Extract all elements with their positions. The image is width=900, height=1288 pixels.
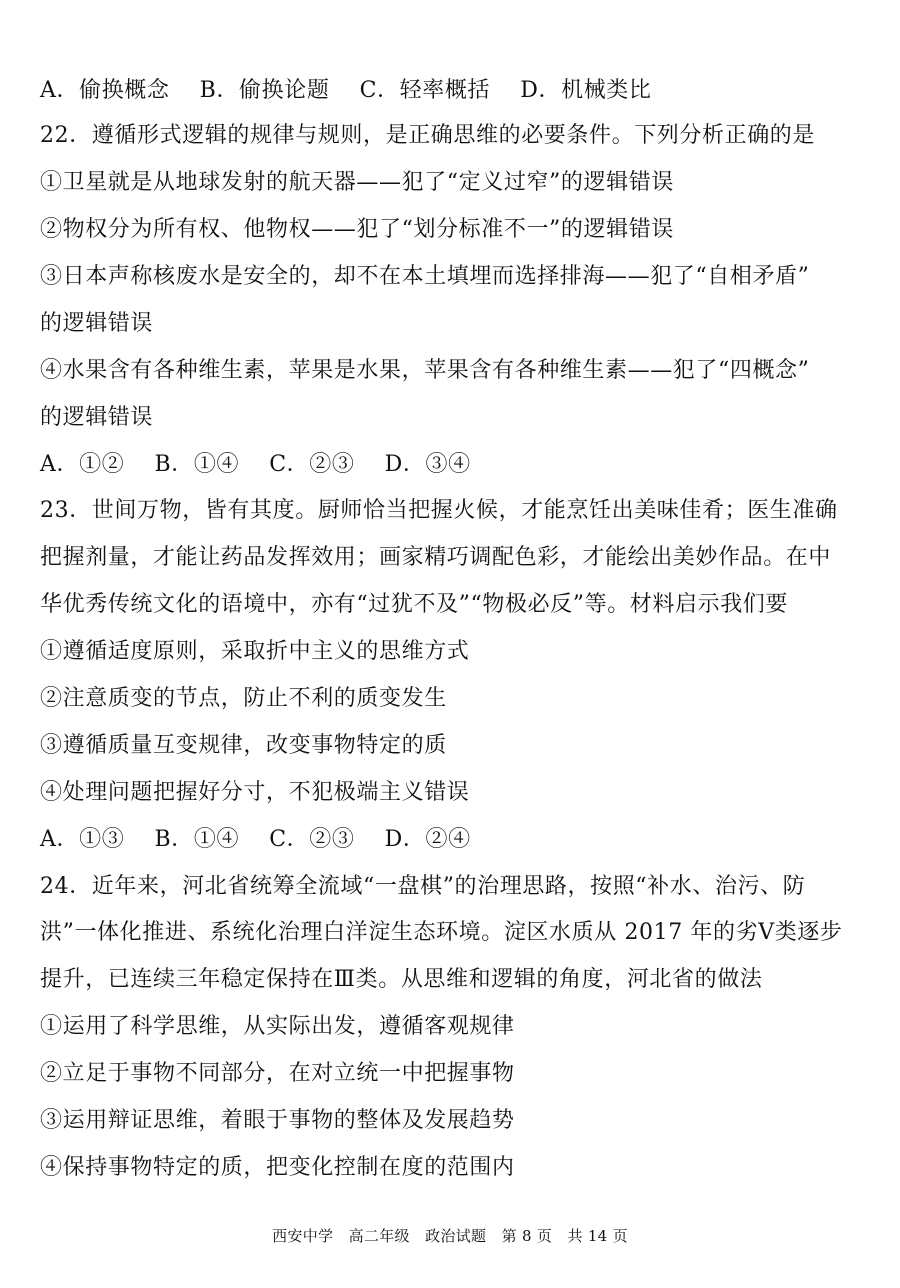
q23-item-1: ①遵循适度原则，采取折中主义的思维方式 [40, 639, 470, 664]
q24-stem-line-3: 提升，已连续三年稳定保持在Ⅲ类。从思维和逻辑的角度，河北省的做法 [40, 967, 763, 992]
q22-stem: 22．遵循形式逻辑的规律与规则，是正确思维的必要条件。下列分析正确的是 [40, 123, 815, 148]
q22-item-1: ①卫星就是从地球发射的航天器——犯了“定义过窄”的逻辑错误 [40, 170, 674, 195]
q22-item-2: ②物权分为所有权、他物权——犯了“划分标准不一”的逻辑错误 [40, 217, 674, 242]
q23-options: A．①③ B．①④ C．②③ D．②④ [40, 827, 471, 852]
q24-item-1: ①运用了科学思维，从实际出发，遵循客观规律 [40, 1014, 515, 1039]
q23-item-4: ④处理问题把握好分寸，不犯极端主义错误 [40, 780, 470, 805]
q24-item-3: ③运用辩证思维，着眼于事物的整体及发展趋势 [40, 1108, 515, 1133]
q22-item-3-cont: 的逻辑错误 [40, 311, 154, 336]
q23-item-2: ②注意质变的节点，防止不利的质变发生 [40, 686, 447, 711]
q23-stem-line-2: 把握剂量，才能让药品发挥效用；画家精巧调配色彩，才能绘出美妙作品。在中 [40, 545, 832, 570]
q22-item-4: ④水果含有各种维生素，苹果是水果，苹果含有各种维生素——犯了“四概念” [40, 358, 810, 383]
q24-item-4: ④保持事物特定的质，把变化控制在度的范围内 [40, 1155, 515, 1180]
q23-item-3: ③遵循质量互变规律，改变事物特定的质 [40, 733, 447, 758]
q24-item-2: ②立足于事物不同部分，在对立统一中把握事物 [40, 1061, 515, 1086]
q23-stem-line-1: 23．世间万物，皆有其度。厨师恰当把握火候，才能烹饪出美味佳肴；医生准确 [40, 498, 838, 523]
q23-stem-line-3: 华优秀传统文化的语境中，亦有“过犹不及”“物极必反”等。材料启示我们要 [40, 592, 788, 617]
q24-stem-line-1: 24．近年来，河北省统筹全流域“一盘棋”的治理思路，按照“补水、治污、防 [40, 874, 806, 899]
q21-options: A．偷换概念 B．偷换论题 C．轻率概括 D．机械类比 [40, 78, 652, 103]
q22-item-4-cont: 的逻辑错误 [40, 405, 154, 430]
q22-item-3: ③日本声称核废水是安全的，却不在本土填埋而选择排海——犯了“自相矛盾” [40, 264, 810, 289]
page-footer: 西安中学 高二年级 政治试题 第 8 页 共 14 页 [272, 1227, 628, 1245]
q22-options: A．①② B．①④ C．②③ D．③④ [40, 452, 471, 477]
q24-stem-line-2: 洪”一体化推进、系统化治理白洋淀生态环境。淀区水质从 2017 年的劣Ⅴ类逐步 [40, 920, 843, 945]
